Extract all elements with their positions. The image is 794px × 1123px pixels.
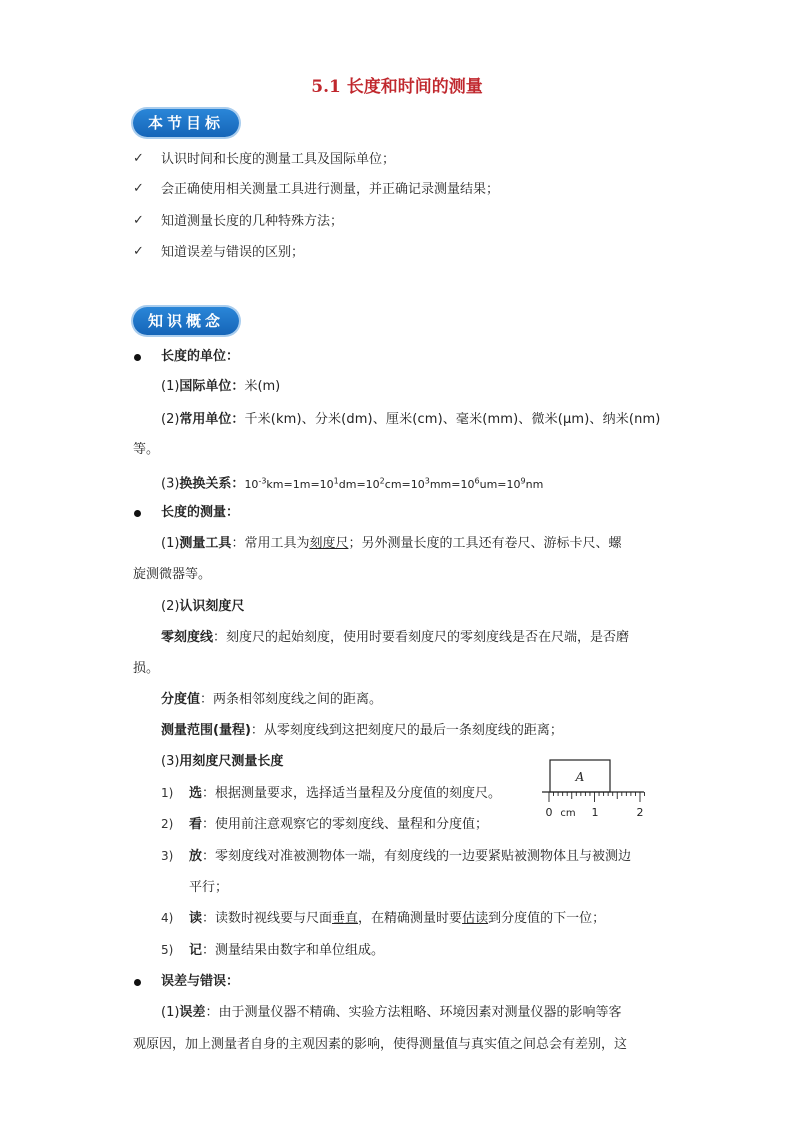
term-label: 测量工具: [179, 536, 232, 551]
step-record: 记：测量结果由数字和单位组成。: [189, 943, 385, 958]
conversion-formula: $10^{-3}km=1m=10^1dm=10^2cm=10^3mm=10^6um=10^9nm$: [244, 476, 544, 491]
error-def-cont: 观原因，加上测量者自身的主观因素的影响，使得测量值与真实值之间总会有差别，这: [133, 1037, 628, 1052]
step-number: 4): [161, 911, 174, 925]
block-label: A: [575, 770, 585, 784]
page-title: 5.1 长度和时间的测量: [311, 77, 483, 97]
heading-error: 误差与错误：: [161, 974, 240, 989]
item-number: (1): [161, 536, 180, 551]
underlined-term: 刻度尺: [309, 536, 349, 551]
check-icon: ✓: [133, 181, 144, 196]
check-icon: ✓: [133, 213, 144, 228]
term-label: 零刻度线: [161, 630, 214, 645]
units-si-line: [161, 377, 280, 397]
units-common-line: [161, 410, 661, 430]
heading-length-measure: 长度的测量：: [161, 505, 240, 520]
term-label: 测量范围(量程): [161, 723, 251, 738]
measure-tools-line: (1)测量工具：常用工具为刻度尺；另外测量长度的工具还有卷尺、游标卡尺、螺: [161, 536, 622, 551]
division-value-def: 分度值：两条相邻刻度线之间的距离。: [161, 692, 383, 707]
step-select: 选：根据测量要求，选择适当量程及分度值的刻度尺。: [189, 786, 502, 801]
step-look: 看：使用前注意观察它的零刻度线、量程和分度值；: [189, 817, 489, 832]
ruler-unit-label: cm: [560, 808, 576, 819]
item-number: (2): [161, 599, 180, 614]
ruler-illustration: [540, 758, 648, 824]
goal-item: 会正确使用相关测量工具进行测量，并正确记录测量结果；: [161, 182, 500, 197]
goal-item: 认识时间和长度的测量工具及国际单位；: [161, 152, 396, 167]
ruler-ticks: [549, 792, 645, 802]
term-text: 千米(km)、分米(dm)、厘米(cm)、毫米(mm)、微米(μm)、纳米(nm): [244, 412, 661, 427]
goal-item: 知道测量长度的几种特殊方法；: [161, 214, 344, 229]
step-place: 放：零刻度线对准被测物体一端，有刻度线的一边要紧贴被测物体且与被测边: [189, 849, 632, 864]
step-number: 1): [161, 786, 174, 800]
zero-line-def: 零刻度线：刻度尺的起始刻度，使用时要看刻度尺的零刻度线是否在尺端，是否磨: [161, 630, 630, 645]
item-number: (1): [161, 1005, 180, 1020]
item-number: (3): [161, 476, 180, 492]
zero-line-cont: 损。: [133, 661, 160, 676]
range-def: 测量范围(量程)：从零刻度线到这把刻度尺的最后一条刻度线的距离；: [161, 723, 563, 738]
step-read: 读：读数时视线要与尺面垂直，在精确测量时要估读到分度值的下一位；: [189, 911, 606, 926]
ruler-tick-label-2: 2: [636, 806, 644, 819]
heading-length-units: 长度的单位：: [161, 349, 240, 364]
section-badge-goals: 本节目标: [133, 109, 239, 137]
bullet-icon: [134, 510, 141, 517]
step-number: 5): [161, 943, 174, 957]
ruler-tick-label-0: 0: [545, 806, 553, 819]
term-label: 常用单位：: [179, 412, 245, 427]
check-icon: ✓: [133, 151, 144, 166]
error-def: (1)误差：由于测量仪器不精确、实验方法粗略、环境因素对测量仪器的影响等客: [161, 1005, 622, 1020]
item-number: (1): [161, 379, 180, 394]
section-badge-concepts: 知识概念: [133, 307, 239, 335]
term-label: 用刻度尺测量长度: [179, 754, 284, 769]
step-place-cont: 平行；: [189, 880, 229, 895]
units-common-cont: 等。: [133, 442, 160, 457]
term-label: 分度值: [161, 692, 201, 707]
ruler-heading-line: [161, 597, 244, 617]
item-number: (3): [161, 754, 180, 769]
measure-tools-cont: 旋测微器等。: [133, 567, 212, 582]
bullet-icon: [134, 979, 141, 986]
ruler-tick-label-1: 1: [591, 806, 599, 819]
units-conversion-line: [161, 471, 543, 495]
ruler-usage-heading: [161, 752, 283, 772]
step-number: 2): [161, 817, 174, 831]
step-number: 3): [161, 849, 174, 863]
item-number: (2): [161, 412, 180, 427]
term-label: 国际单位：: [179, 379, 245, 394]
goal-item: 知道误差与错误的区别；: [161, 245, 305, 260]
term-label: 换换关系：: [179, 476, 245, 492]
term-text: 米(m): [244, 379, 281, 394]
term-label: 认识刻度尺: [179, 599, 245, 614]
bullet-icon: [134, 354, 141, 361]
check-icon: ✓: [133, 244, 144, 259]
term-label: 误差: [179, 1005, 206, 1020]
